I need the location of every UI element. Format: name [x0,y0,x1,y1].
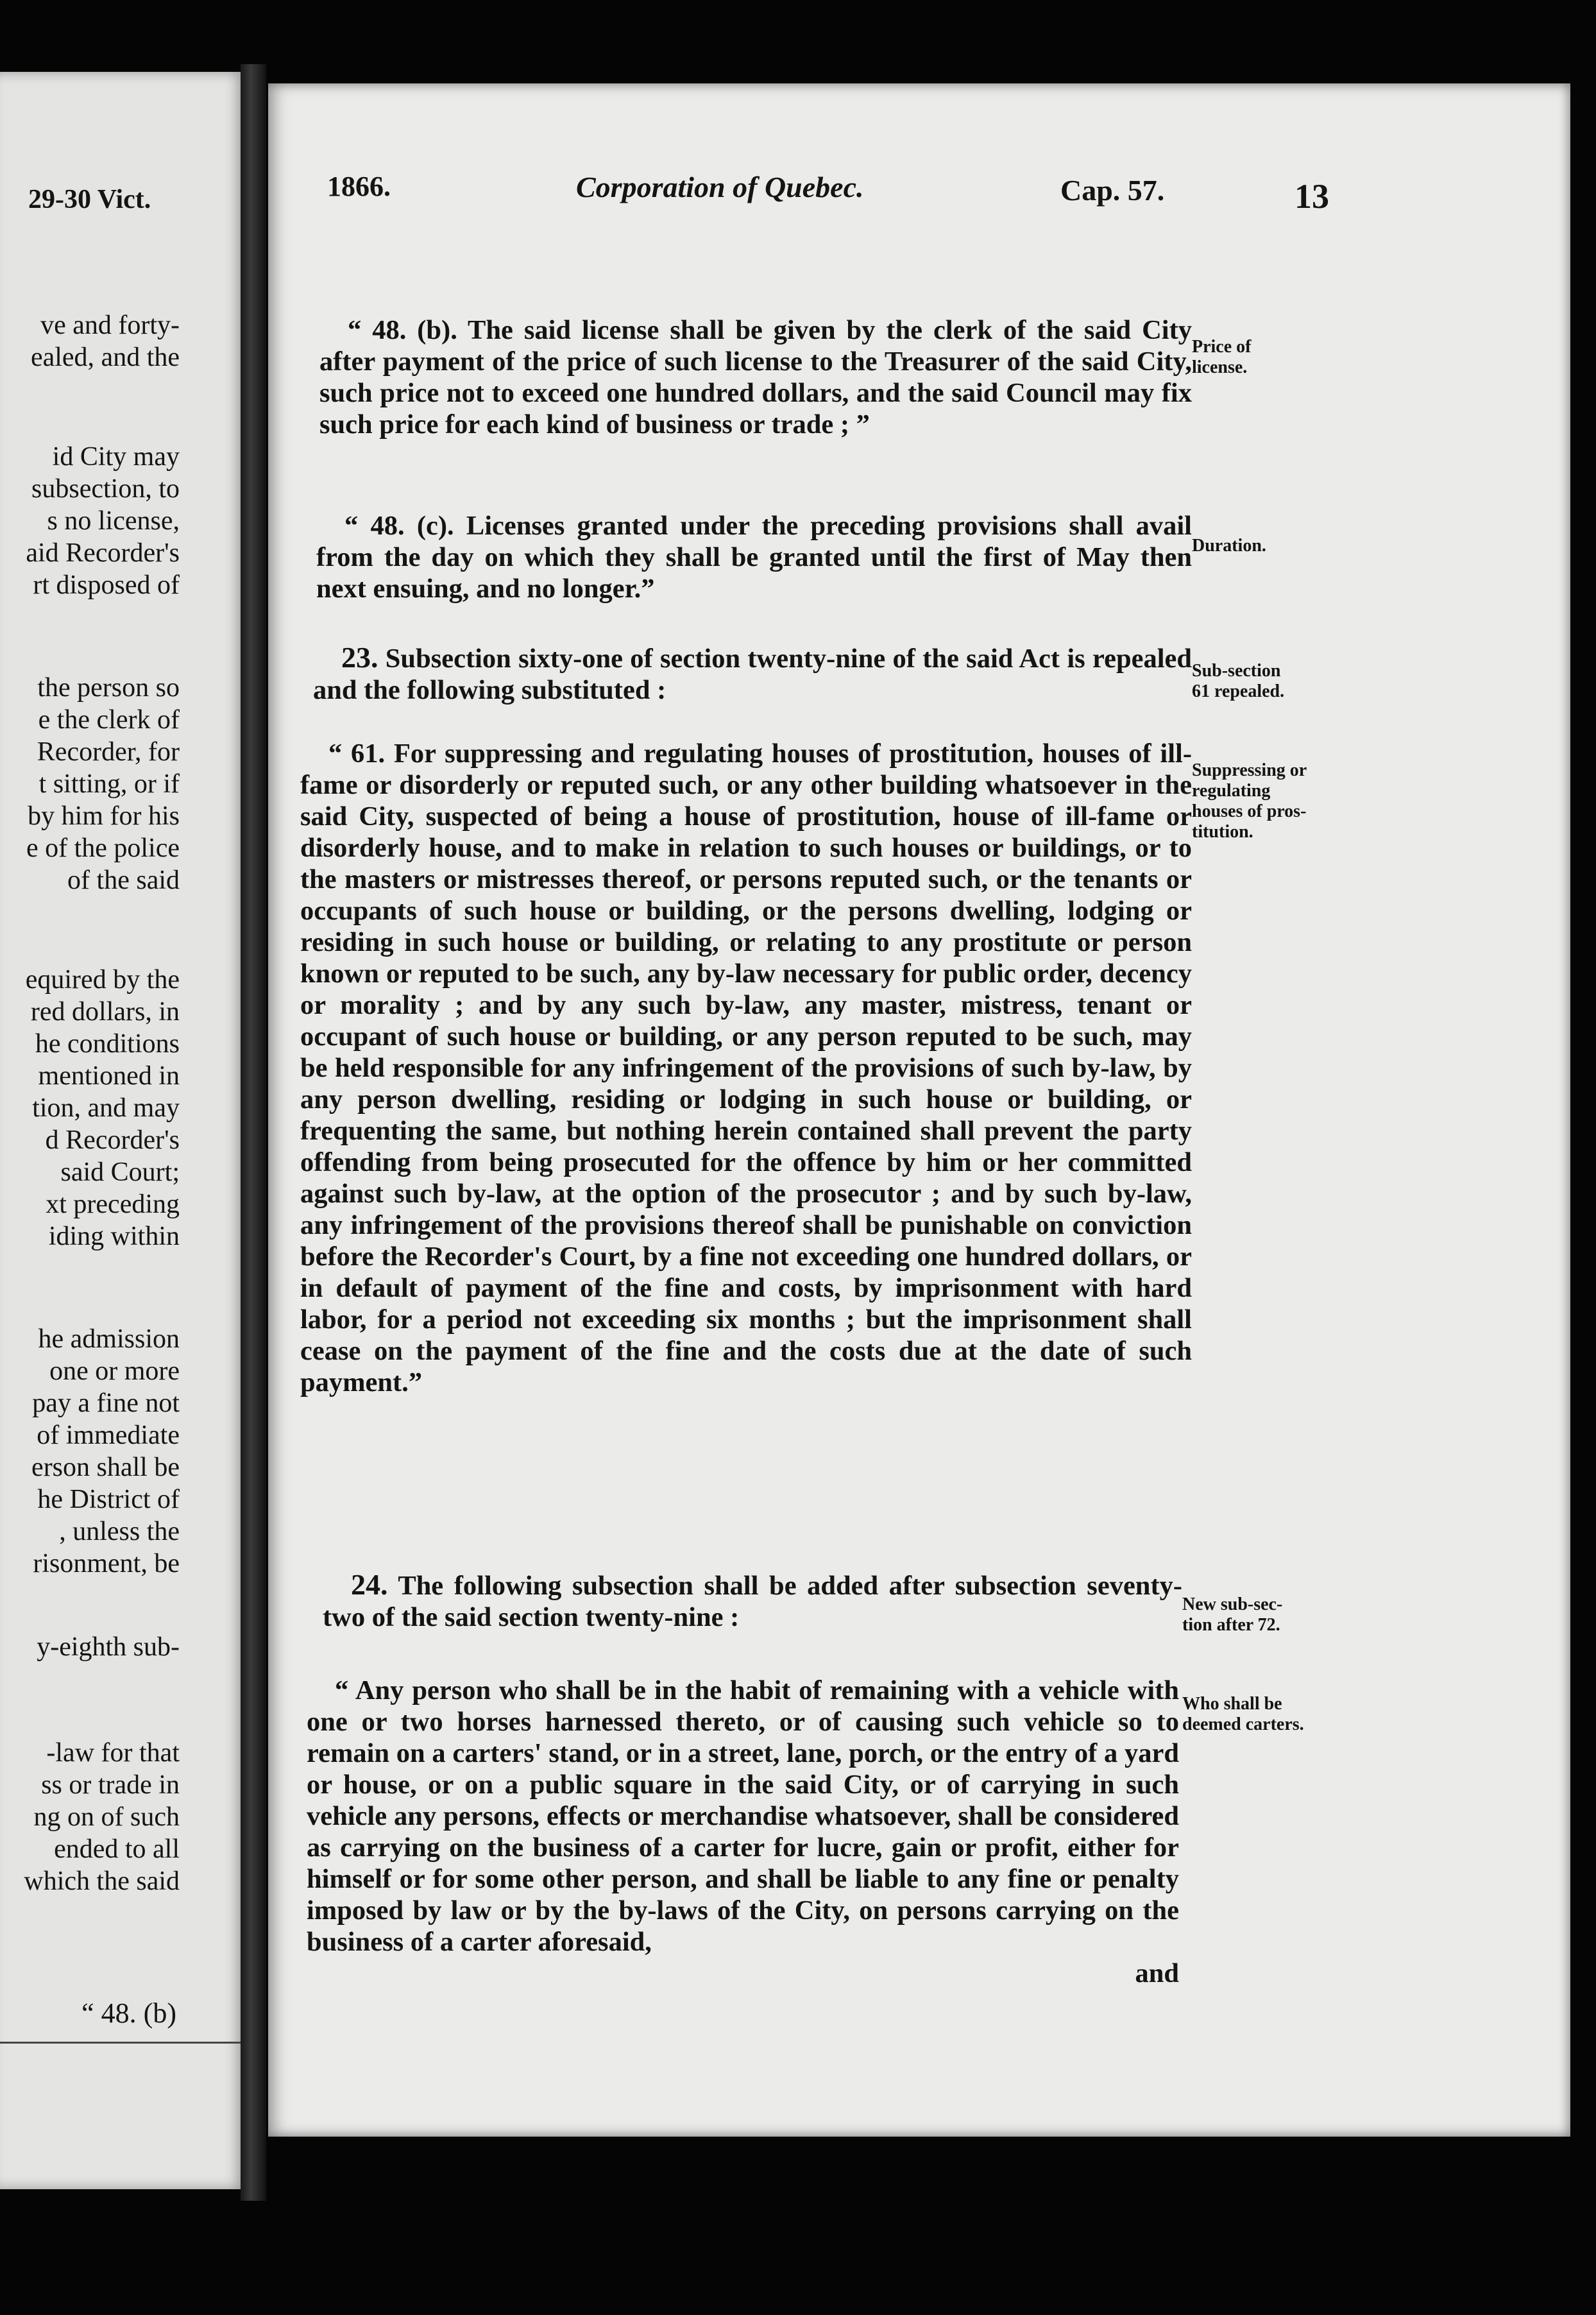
left-line: ended to all [54,1834,180,1864]
left-line: he admission [38,1324,180,1354]
margin-note-price [1192,337,1320,378]
book-gutter [241,64,266,2201]
left-line: erson shall be [31,1453,180,1482]
left-line: risonment, be [33,1549,180,1578]
para-48b-text: “ 48. (b). The said license shall be given by the clerk of the said City after payment of the price of such license to the Treasurer of the said City, such price not to exceed one hundred dollars, and the said Council may fix such price for each kind of business or trade ; ” [319,315,1192,440]
para-61 [300,738,1192,1398]
margin-note-line: Price of [1192,337,1252,357]
left-line: e of the police [26,833,180,863]
right-page [268,83,1570,2137]
margin-note-line: titution. [1192,822,1253,842]
left-line: d Recorder's [45,1125,180,1155]
para-48c [316,510,1192,604]
left-line: ss or trade in [41,1770,180,1800]
left-line: y-eighth sub- [37,1632,180,1662]
left-text-block-2 [26,441,180,601]
margin-note-line: regulating [1192,781,1271,801]
margin-note-line: Sub-section [1192,661,1281,681]
running-head-title: Corporation of Quebec. [576,171,864,203]
left-line: the person so [37,673,180,703]
left-line: ng on of such [33,1802,180,1832]
left-line: , unless the [59,1517,180,1546]
section-23 [313,642,1192,706]
margin-note-new-subsection [1182,1594,1311,1636]
para-carters-text: “ Any person who shall be in the habit of remaining with a vehicle with one or two horses harnessed thereto, or of causing such vehicle so to remain on a carters' stand, or in a street, lane, porch, or the entry of a yard or house, or on a public square in the said City, or of carrying in such vehicle any persons, effects or merchandise whatsoever, shall be considered as carrying on the business of a carter for lucre, gain or profit, either for himself or for some other person, and shall be liable to any fine or penalty imposed by law or by the by-laws of the City, on persons carrying on the business of a carter aforesaid, [307,1675,1179,1957]
left-line: red dollars, in [30,997,180,1027]
left-line: of immediate [37,1421,180,1450]
left-line: -law for that [46,1738,180,1768]
left-line: said Court; [60,1158,180,1187]
running-head-chapter: Cap. 57. [1060,174,1165,207]
left-line: id City may [52,442,180,472]
left-line: equired by the [25,965,180,995]
left-text-block-7 [24,1737,180,1897]
section-24 [323,1569,1182,1633]
left-line: tion, and may [32,1093,180,1123]
page-number: 13 [1295,177,1329,216]
left-line: t sitting, or if [38,769,180,799]
section-24-text: The following subsection shall be added after subsection seventy-two of the said section twenty-nine : [323,1571,1182,1632]
margin-note-suppressing [1192,760,1320,842]
margin-note-line: Duration. [1192,536,1266,556]
left-line: e the clerk of [38,705,180,735]
left-line: ve and forty- [40,311,180,340]
left-page-header: 29-30 Vict. [28,185,151,214]
left-text-block-4 [26,964,180,1252]
margin-note-line: tion after 72. [1182,1615,1280,1635]
left-line: iding within [48,1222,180,1251]
para-carters [307,1675,1179,1989]
margin-note-line: deemed carters. [1182,1714,1304,1734]
catchword: and [1135,1958,1179,1988]
margin-note-carters [1182,1694,1311,1735]
left-text-block-5 [31,1323,180,1580]
left-line: of the said [67,866,180,895]
left-line: Recorder, for [37,737,180,767]
left-line: rt disposed of [33,570,180,600]
section-23-text: Subsection sixty-one of section twenty-nine of the said Act is repealed and the following substituted : [313,644,1192,705]
margin-note-duration [1192,536,1320,556]
left-text-block-3 [26,672,180,896]
margin-note-line: license. [1192,357,1248,377]
margin-note-line: Suppressing or [1192,760,1307,780]
left-page-rule [0,2042,247,2044]
running-head-year: 1866. [327,171,391,202]
margin-note-subsection-61 [1192,661,1320,702]
left-line: one or more [49,1356,180,1386]
margin-note-line: New sub-sec- [1182,1594,1283,1614]
margin-note-line: houses of pros- [1192,801,1307,821]
left-text-block-1 [31,309,180,373]
left-line: by him for his [28,801,180,831]
left-line: which the said [24,1867,180,1896]
left-page-catchword: “ 48. (b) [81,1997,176,2029]
left-line: ealed, and the [30,343,180,372]
left-line: mentioned in [38,1061,180,1091]
left-page [0,72,247,2189]
left-line: s no license, [47,506,180,536]
left-text-block-6 [37,1631,180,1663]
left-line: xt preceding [46,1190,180,1219]
margin-note-line: 61 repealed. [1192,681,1285,701]
para-48c-text: “ 48. (c). Licenses granted under the preceding provisions shall avail from the day on which they shall be granted until the first of May then next ensuing, and no longer.” [316,511,1192,604]
left-line: subsection, to [31,474,180,504]
para-48b [319,314,1192,440]
margin-note-line: Who shall be [1182,1694,1282,1714]
section-23-number: 23. [341,641,378,674]
left-line: pay a fine not [32,1388,180,1418]
para-61-text: “ 61. For suppressing and regulating houses of prostitution, houses of ill-fame or disorderly or reputed such, or any other building whatsoever in the said City, suspected of being a house of prostitution, house of ill-fame or disorderly house, and to make in relation to such houses or buildings, or to the masters or mistresses thereof, or persons reputed such, or the tenants or occupants of such house or building, or the persons dwelling, lodging or residing in such house or building, or relating to any prostitute or person known or reputed to be such, any by-law necessary for public order, decency or morality ; and by any such by-law, any master, mistress, tenant or occupant of such house or building, or any person reputed to be such, may be held responsible for any infringement of the provisions of such by-law, by any person dwelling, residing or lodging in such house or building, or frequenting the same, but nothing herein contained shall prevent the party offending from being prosecuted for the offence by him or her committed against such by-law, at the option of the prosecutor ; and by such by-law, any infringement of the provisions thereof shall be punishable on conviction before the Recorder's Court, by a fine not exceeding one hundred dollars, or in default of payment of the fine and costs, by imprisonment with hard labor, for a period not exceeding six months ; but the imprisonment shall cease on the payment of the fine and the costs due at the date of such payment.” [300,739,1192,1397]
left-line: he District of [37,1485,180,1514]
section-24-number: 24. [351,1568,388,1601]
left-line: aid Recorder's [26,538,180,568]
left-line: he conditions [35,1029,180,1059]
